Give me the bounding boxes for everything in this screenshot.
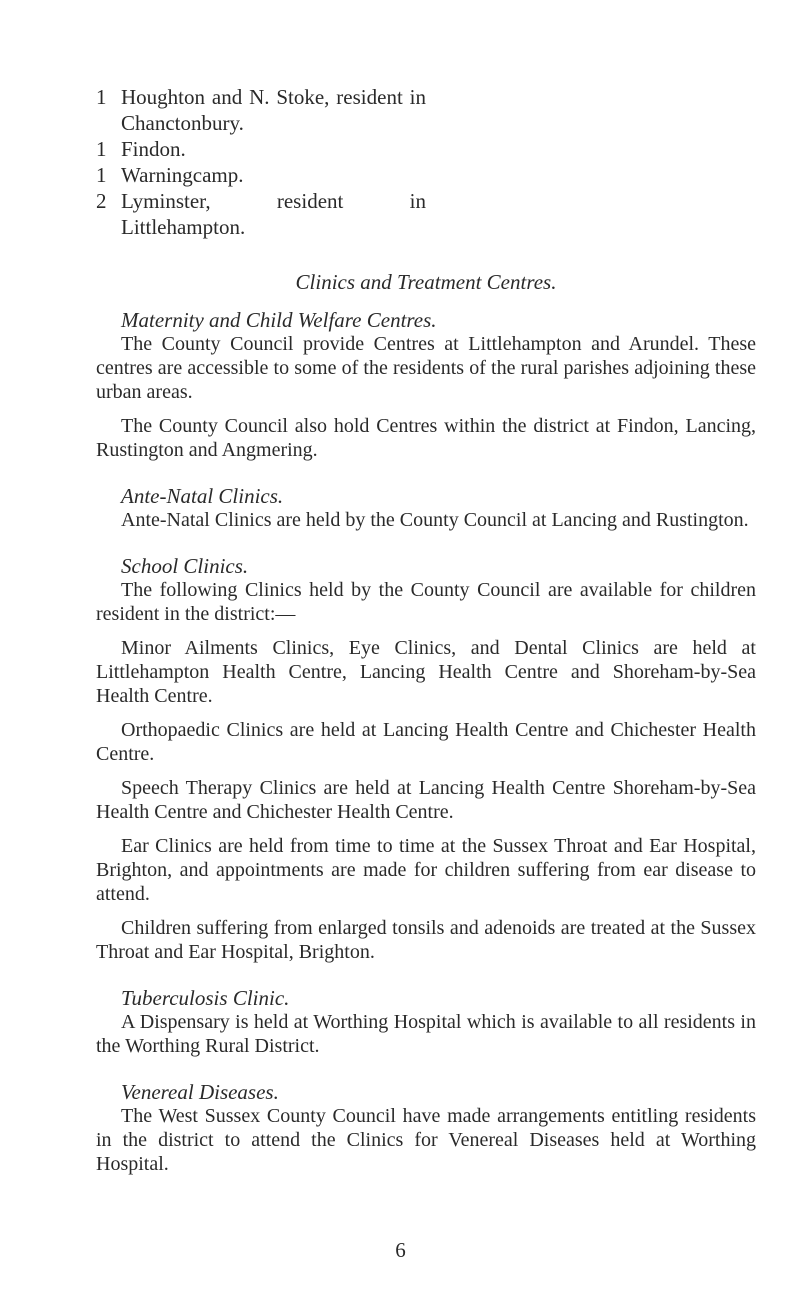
list-item-count: 1 — [96, 163, 107, 187]
list-item — [96, 136, 426, 162]
section-heading: Maternity and Child Welfare Centres. — [121, 308, 437, 332]
paragraph: The County Council provide Centres at Littlehampton and Arundel. These centres are accessible to some of the residents of the rural parishes adjoining these urban areas. — [96, 333, 756, 403]
list-item — [96, 162, 426, 188]
section-heading: Venereal Diseases. — [121, 1080, 279, 1104]
section-heading: Ante-Natal Clinics. — [121, 484, 284, 508]
paragraph: Ante-Natal Clinics are held by the County Council at Lancing and Rustington. — [121, 509, 749, 531]
paragraph: Minor Ailments Clinics, Eye Clinics, and Dental Clinics are held at Littlehampton Health Centre, Lancing Health Centre and Shoreham-by-Sea Health Centre. — [96, 637, 756, 707]
paragraph: Children suffering from enlarged tonsils and adenoids are treated at the Sussex Throat and Ear Hospital, Brighton. — [96, 917, 756, 963]
list-item-text: Lyminster, resident in Littlehampton. — [121, 189, 426, 239]
section-venereal — [96, 1080, 756, 1176]
list-item-text: Findon. — [121, 137, 186, 161]
section-tuberculosis — [96, 986, 756, 1058]
paragraph: Ear Clinics are held from time to time at the Sussex Throat and Ear Hospital, Brighton, and appointments are made for children suffering from ear disease to attend. — [96, 835, 756, 905]
section-maternity — [96, 308, 756, 462]
main-heading: Clinics and Treatment Centres. — [295, 270, 557, 294]
list-item-count: 1 — [96, 85, 107, 109]
paragraph: A Dispensary is held at Worthing Hospital which is available to all residents in the Worthing Rural District. — [96, 1011, 756, 1057]
list-item-count: 2 — [96, 189, 107, 213]
list-item-text: Warningcamp. — [121, 163, 244, 187]
paragraph: Speech Therapy Clinics are held at Lancing Health Centre Shoreham-by-Sea Health Centre and Chichester Health Centre. — [96, 777, 756, 823]
list-item — [96, 84, 426, 136]
paragraph: Orthopaedic Clinics are held at Lancing Health Centre and Chichester Health Centre. — [96, 719, 756, 765]
page-number: 6 — [395, 1238, 406, 1262]
section-heading: School Clinics. — [121, 554, 249, 578]
document-page — [96, 84, 756, 1176]
parish-list — [96, 84, 426, 240]
paragraph: The County Council also hold Centres within the district at Findon, Lancing, Rustington and Angmering. — [96, 415, 756, 461]
paragraph: The following Clinics held by the County Council are available for children resident in the district:— — [96, 579, 756, 625]
list-item — [96, 188, 426, 240]
list-item-count: 1 — [96, 137, 107, 161]
paragraph: The West Sussex County Council have made arrangements entitling residents in the district to attend the Clinics for Venereal Diseases held at Worthing Hospital. — [96, 1105, 756, 1175]
section-school-clinics — [96, 554, 756, 964]
section-heading: Tuberculosis Clinic. — [121, 986, 290, 1010]
list-item-text: Houghton and N. Stoke, resident in Chanctonbury. — [121, 85, 426, 135]
section-ante-natal — [96, 484, 756, 532]
